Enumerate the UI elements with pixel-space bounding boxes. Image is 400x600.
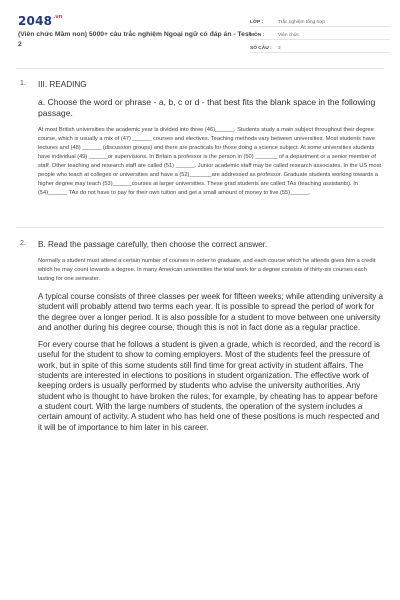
- meta-row-class: [250, 14, 390, 27]
- passage-intro: Normally a student must attend a certain number of courses in order to graduate, and each course which he attends gives him a credit which he may count towards a degree. In many American universities the total work for a degree consists of thirty-six courses each lasting for one semester.: [38, 258, 376, 282]
- question-1: [20, 80, 384, 198]
- header-divider: [16, 68, 384, 69]
- meta-label: MÔN :: [250, 33, 265, 38]
- meta-row-subject: [250, 27, 390, 40]
- site-logo[interactable]: [18, 14, 63, 28]
- logo-main: 2048: [18, 14, 53, 28]
- meta-label: LỚP :: [250, 20, 264, 25]
- meta-label: SỐ CÂU :: [250, 46, 272, 51]
- question-body: [38, 240, 384, 433]
- logo-suffix: .vn: [53, 14, 63, 20]
- meta-row-question-count: [250, 40, 390, 53]
- question-separator: [16, 227, 384, 228]
- meta-value: Viên chức: [278, 33, 300, 38]
- meta-value: Trắc nghiệm tổng hợp: [278, 20, 325, 25]
- reading-passage: At most British universities the academic year is divided into three (46)______. Students study a main subject throughout their degree course, which is usually a mix of (47) ______ courses and electives. Teaching methods vary between universities. Most students have lectures and (48) ______ (discussion groups) and there are practicals for those doing a science subject. At some universities students have individual (49) ______or supervisions. In Britain a professor is the person in (50) _______ of a department or a senior member of staff. Other teaching and research staff are called (51) ______. Junior academic staff may be called research associates. In the US most people who teach at colleges or universities and have a (52)_______are addressed as professor. Graduate students working towards a higher degree may teach (53)______courses at larger universities. These grad students are called TAs (teaching assistants). In (54)______ TAs do not have to pay for their own tuition and get a small amount of money to live (55)______.: [38, 127, 382, 196]
- question-number: 1.: [20, 80, 26, 87]
- question-number: 2.: [20, 240, 26, 247]
- meta-value: 2: [278, 46, 281, 51]
- question-heading: III. READING: [38, 80, 87, 89]
- test-meta: [250, 14, 390, 53]
- passage-paragraph: A typical course consists of three classes per week for fifteen weeks; while attending university a student will probably attend two terms each year. It is possible to spread the period of work for the degree over a longer period. It is also possible for a student to move between one university and another during his degree course, though this is not in fact done as a regular practice.: [38, 292, 384, 332]
- passage-paragraph: For every course that he follows a student is given a grade, which is recorded, and the record is useful for the student to show to coming employers. Most of the students feel the pressure of work, but in spite of this some students still find time for great activity in student affairs. The students are interested in elections to positions in student organization. The effective work of keeping orders is usually performed by students who advise the university authorities. Any student who is thought to have broken the rules, for example, by cheating has to appear before a student court. With the large numbers of students, the operation of the system includes a certain amount of activity. A student who has held one of these positions is much respected and it will be of importance to him later in his career.: [38, 340, 380, 432]
- page-header: [0, 0, 400, 64]
- question-2: [20, 240, 384, 440]
- question-heading: B. Read the passage carefully, then choose the correct answer.: [38, 240, 268, 249]
- test-title: (Viên chức Mầm non) 5000+ câu trắc nghiệm Ngoại ngữ có đáp án - Test 2: [18, 31, 251, 48]
- question-body: [38, 80, 384, 198]
- question-instruction: a. Choose the word or phrase - a, b, c or d - that best fits the blank space in the following passage.: [38, 97, 376, 118]
